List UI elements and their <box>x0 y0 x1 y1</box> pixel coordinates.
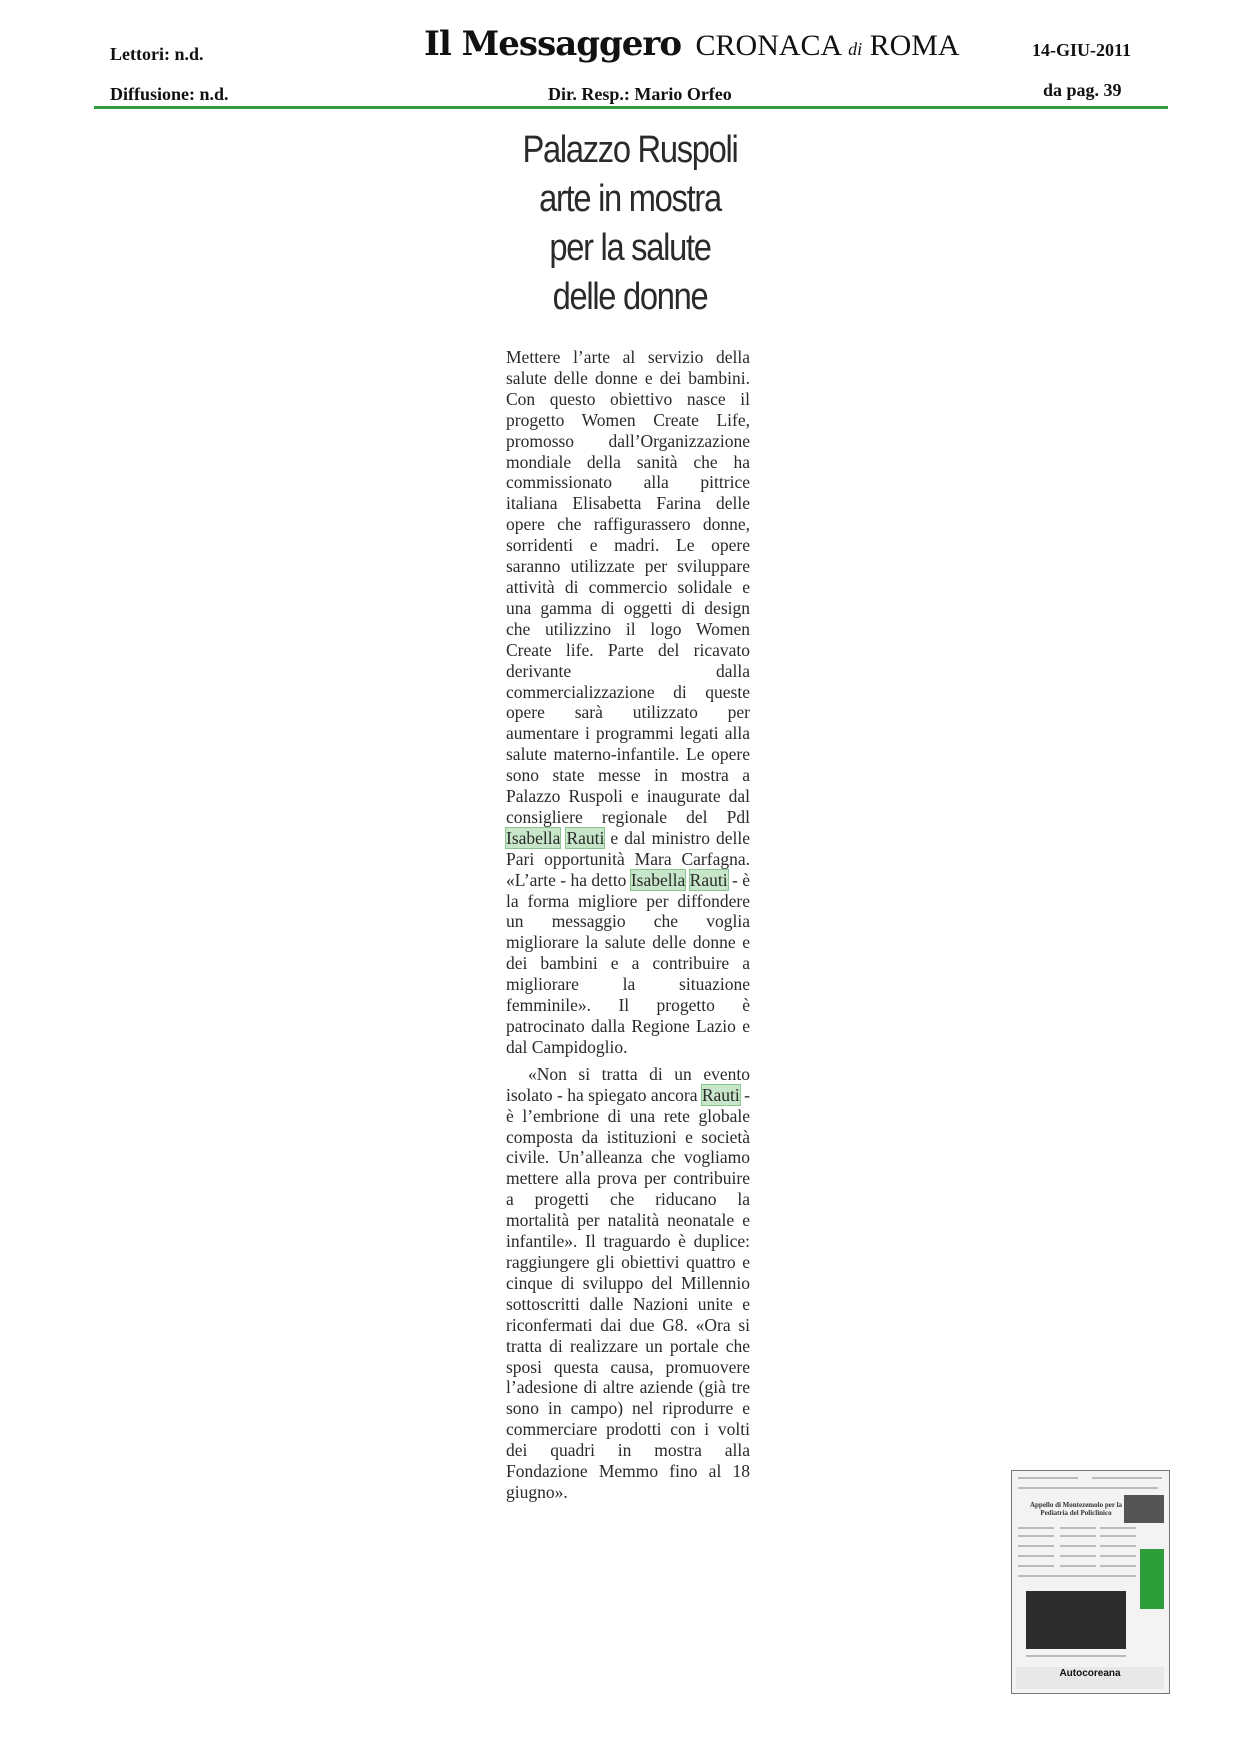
page-thumbnail[interactable] <box>1011 1470 1170 1694</box>
text-run: - è l’embrione di una rete globale composta da istituzioni e società civile. Un’alleanza che vogliamo mettere alla prova per contribuire a progetti che riducano la mortalità per natalità neonatale e infantile». Il traguardo è duplice: raggiungere gli obiettivi quattro e cinque di sviluppo del Millennio sottoscritti dalle Nazioni unite e riconfermati dai due G8. «Ora si tratta di realizzare un portale che sposi questa causa, promuovere l’adesione di altre aziende (già tre sono in campo) nel riprodurre e commerciare prodotti con i volti dei quadri in mostra alla Fondazione Memmo fino al 18 giugno». <box>506 1084 750 1502</box>
thumb-line <box>1060 1545 1096 1547</box>
text-run: - è la forma migliore per diffondere un messaggio che voglia migliorare la salute delle donne e dei bambini e a contribuire a migliorare la situazione femminile». Il progetto è patrocinato dalla Regione Lazio e dal Campidoglio. <box>506 869 750 1057</box>
thumb-line <box>1060 1565 1096 1567</box>
thumb-photo <box>1124 1495 1164 1523</box>
page-ref: da pag. 39 <box>1043 80 1122 100</box>
highlight-surname: Rauti <box>566 827 605 848</box>
thumb-line <box>1100 1545 1136 1547</box>
highlight-name: Isabella <box>630 869 686 890</box>
thumb-car-ad-image <box>1026 1591 1126 1649</box>
headline-line-3: per la salute <box>549 227 711 269</box>
article-paragraph-1 <box>506 347 750 1058</box>
header-divider <box>94 106 1168 109</box>
thumb-line <box>1018 1565 1054 1567</box>
masthead-section <box>696 29 960 62</box>
thumb-line <box>1018 1575 1136 1577</box>
thumb-line <box>1018 1545 1054 1547</box>
thumb-line <box>1100 1555 1136 1557</box>
thumb-line <box>1060 1555 1096 1557</box>
thumb-line <box>1060 1527 1096 1529</box>
text-run: Mettere l’arte al servizio della salute delle donne e dei bambini. Con questo obiettivo nasce il progetto Women Create Life, promosso dall’Organizzazione mondiale della sanità che ha commissionato alla pittrice italiana Elisabetta Farina delle opere che raffigurassero donne, sorridenti e madri. Le opere saranno utilizzate per sviluppare attività di commercio solidale e una gamma di oggetti di design che utilizzino il logo Women Create life. Parte del ricavato derivante dalla commercializzazione di queste opere sarà utilizzato per aumentare i programmi legati alla salute materno-infantile. Le opere sono state messe in mostra a Palazzo Ruspoli e inaugurate dal consigliere regionale del Pdl <box>506 347 750 827</box>
headline-line-1: Palazzo Ruspoli <box>522 129 738 171</box>
highlight-surname: Rauti <box>701 1084 740 1105</box>
masthead-logo: Il Messaggero <box>424 24 682 64</box>
thumb-line <box>1092 1477 1162 1479</box>
diffusione-label: Diffusione: n.d. <box>110 84 229 104</box>
headline-line-2: arte in mostra <box>539 178 721 220</box>
thumb-line <box>1018 1487 1158 1489</box>
thumb-line <box>1018 1535 1054 1537</box>
masthead-section-a: CRONACA <box>695 29 841 62</box>
issue-date: 14-GIU-2011 <box>1032 40 1131 60</box>
director-label: Dir. Resp.: Mario Orfeo <box>548 84 732 104</box>
thumb-line <box>1100 1535 1136 1537</box>
thumb-line <box>1100 1527 1136 1529</box>
thumb-line <box>1018 1555 1054 1557</box>
headline-line-4: delle donne <box>552 276 708 318</box>
thumb-line <box>1018 1527 1054 1529</box>
thumb-line <box>1060 1535 1096 1537</box>
masthead-section-b: ROMA <box>869 29 960 62</box>
lettori-label: Lettori: n.d. <box>110 44 204 64</box>
highlight-surname: Rauti <box>689 869 728 890</box>
highlight-name: Isabella <box>506 827 561 848</box>
thumb-headline: Appello di Montezemolo per la Pediatria del Policlinico <box>1029 1501 1123 1517</box>
article-paragraph-2 <box>506 1064 750 1503</box>
thumb-green-box <box>1140 1549 1164 1609</box>
thumb-line <box>1100 1565 1136 1567</box>
thumb-line <box>1026 1655 1126 1657</box>
thumb-ad-label: Autocoreana <box>1016 1667 1164 1689</box>
text-run: «Non si tratta di un evento isolato - ha spiegato ancora <box>506 1063 750 1105</box>
masthead <box>424 24 960 64</box>
thumb-line <box>1018 1477 1078 1479</box>
masthead-section-di: di <box>848 39 863 59</box>
article-headline <box>510 126 751 322</box>
article-body <box>506 347 750 1503</box>
text-run: e dal ministro delle Pari opportunità Mara Carfagna. «L’arte - ha detto <box>506 827 750 890</box>
